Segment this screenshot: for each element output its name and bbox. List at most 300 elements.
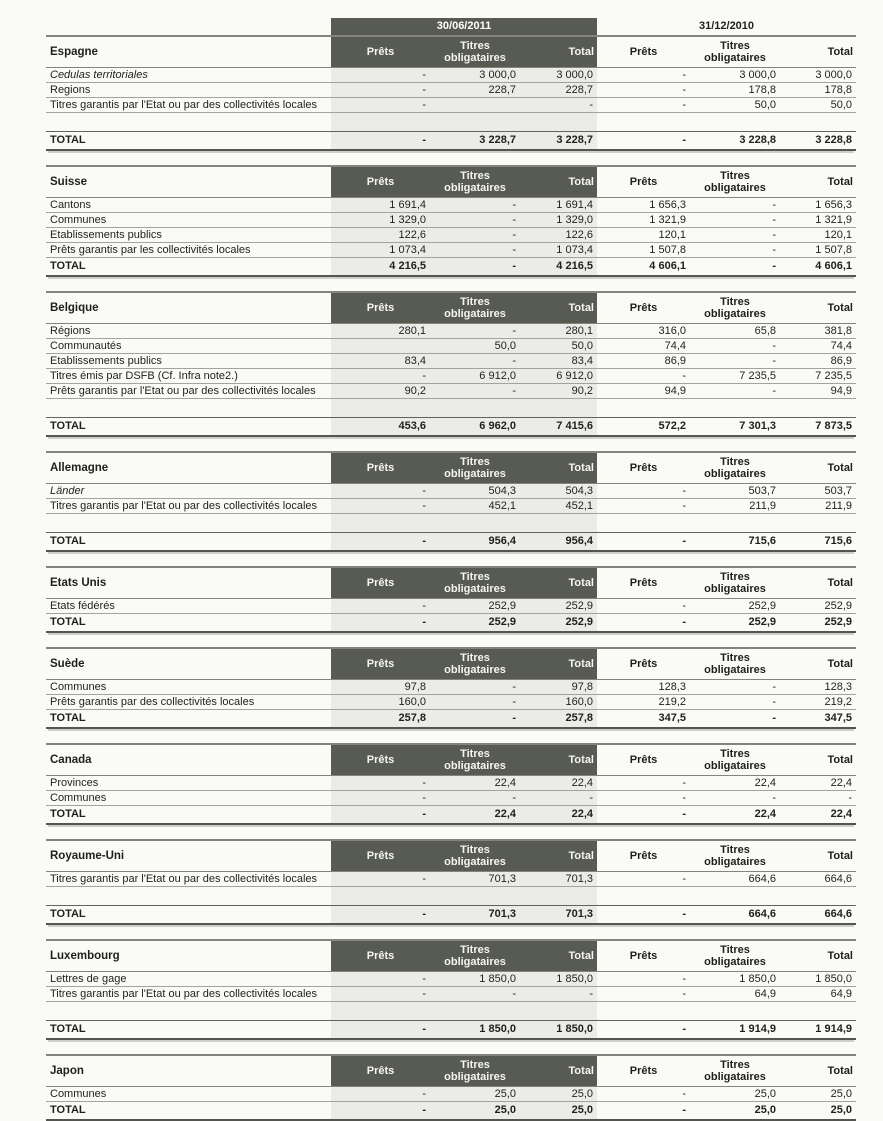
value-cell: 1 329,0 [331, 213, 430, 228]
value-cell: 64,9 [780, 987, 856, 1002]
value-cell: - [597, 83, 690, 98]
value-cell: - [331, 132, 430, 151]
value-cell: - [331, 791, 430, 806]
value-cell: 3 228,8 [690, 132, 780, 151]
row-label: Prêts garantis par des collectivités locales [46, 695, 331, 710]
table-row [46, 68, 856, 83]
spacer-cell [780, 399, 856, 418]
col-header-prets-2010: Prêts [597, 36, 690, 68]
col-header-total-2010: Total [780, 648, 856, 680]
country-name: Royaume-Uni [46, 840, 331, 872]
value-cell: - [520, 791, 597, 806]
value-cell: - [597, 132, 690, 151]
value-cell: 25,0 [430, 1087, 520, 1102]
spacer-cell [690, 113, 780, 132]
value-cell: 6 962,0 [430, 418, 520, 437]
total-label: TOTAL [46, 132, 331, 151]
value-cell: 1 850,0 [430, 1021, 520, 1040]
total-label: TOTAL [46, 614, 331, 633]
value-cell: 701,3 [520, 872, 597, 887]
col-header-total-2011: Total [520, 452, 597, 484]
col-header-prets-2010: Prêts [597, 648, 690, 680]
value-cell: 1 691,4 [520, 198, 597, 213]
col-header-titres-2010: Titres obligataires [690, 567, 780, 599]
col-header-total-2010: Total [780, 567, 856, 599]
row-label: Communes [46, 791, 331, 806]
value-cell: 74,4 [780, 339, 856, 354]
value-cell: 22,4 [690, 806, 780, 825]
total-label: TOTAL [46, 418, 331, 437]
col-header-titres-2011: Titres obligataires [430, 292, 520, 324]
col-header-prets-2010: Prêts [597, 840, 690, 872]
spacer-row [46, 1002, 856, 1021]
value-cell: 452,1 [520, 499, 597, 514]
spacer-cell [430, 887, 520, 906]
value-cell: 1 691,4 [331, 198, 430, 213]
table-row [46, 339, 856, 354]
row-label: Titres garantis par l'Etat ou par des collectivités locales [46, 98, 331, 113]
value-cell: 3 228,7 [520, 132, 597, 151]
value-cell: 25,0 [780, 1087, 856, 1102]
value-cell: - [430, 324, 520, 339]
value-cell: 50,0 [430, 339, 520, 354]
value-cell: 381,8 [780, 324, 856, 339]
value-cell: 122,6 [331, 228, 430, 243]
value-cell: 211,9 [780, 499, 856, 514]
value-cell: - [690, 228, 780, 243]
table-row [46, 599, 856, 614]
value-cell: 22,4 [520, 806, 597, 825]
col-header-titres-2010: Titres obligataires [690, 36, 780, 68]
value-cell: 316,0 [597, 324, 690, 339]
total-row [46, 710, 856, 729]
table-row [46, 872, 856, 887]
value-cell: 7 235,5 [690, 369, 780, 384]
spacer-cell [331, 113, 430, 132]
value-cell: - [331, 369, 430, 384]
value-cell: 956,4 [520, 533, 597, 552]
spacer-cell [520, 1002, 597, 1021]
value-cell: 86,9 [597, 354, 690, 369]
table-row [46, 324, 856, 339]
value-cell: 715,6 [690, 533, 780, 552]
row-label: Regions [46, 83, 331, 98]
value-cell: 7 415,6 [520, 418, 597, 437]
value-cell: 178,8 [690, 83, 780, 98]
value-cell: - [430, 710, 520, 729]
value-cell: 4 216,5 [331, 258, 430, 277]
value-cell: 219,2 [597, 695, 690, 710]
table-row [46, 98, 856, 113]
value-cell: 1 073,4 [520, 243, 597, 258]
col-header-total-2010: Total [780, 840, 856, 872]
value-cell: 664,6 [780, 872, 856, 887]
value-cell: 90,2 [520, 384, 597, 399]
spacer-cell [520, 514, 597, 533]
col-header-total-2011: Total [520, 567, 597, 599]
value-cell: 228,7 [520, 83, 597, 98]
spacer-cell [46, 887, 331, 906]
total-label: TOTAL [46, 533, 331, 552]
value-cell: 347,5 [597, 710, 690, 729]
spacer-cell [430, 514, 520, 533]
value-cell: - [331, 599, 430, 614]
col-header-titres-2010: Titres obligataires [690, 292, 780, 324]
value-cell: - [597, 68, 690, 83]
value-cell: 97,8 [331, 680, 430, 695]
value-cell: 25,0 [780, 1102, 856, 1121]
table-body [46, 1055, 856, 1120]
table-body [46, 166, 856, 276]
table-row [46, 83, 856, 98]
country-name: Suisse [46, 166, 331, 198]
country-name: Belgique [46, 292, 331, 324]
col-header-prets-2011: Prêts [331, 840, 430, 872]
value-cell: 7 301,3 [690, 418, 780, 437]
col-header-prets-2010: Prêts [597, 166, 690, 198]
value-cell: 7 235,5 [780, 369, 856, 384]
row-label: Prêts garantis par les collectivités locales [46, 243, 331, 258]
value-cell: 64,9 [690, 987, 780, 1002]
total-label: TOTAL [46, 710, 331, 729]
value-cell: 1 321,9 [597, 213, 690, 228]
value-cell: 22,4 [430, 776, 520, 791]
row-label: Titres garantis par l'Etat ou par des collectivités locales [46, 499, 331, 514]
col-header-titres-2010: Titres obligataires [690, 940, 780, 972]
col-header-prets-2010: Prêts [597, 744, 690, 776]
value-cell: 50,0 [520, 339, 597, 354]
col-header-total-2010: Total [780, 36, 856, 68]
country-table-japon [46, 1054, 856, 1121]
value-cell: 252,9 [690, 614, 780, 633]
value-cell: - [430, 354, 520, 369]
value-cell: - [430, 258, 520, 277]
column-header-row [46, 166, 856, 198]
value-cell: - [690, 258, 780, 277]
row-label: Etablissements publics [46, 354, 331, 369]
value-cell: 252,9 [520, 614, 597, 633]
value-cell: 503,7 [690, 484, 780, 499]
value-cell: - [597, 987, 690, 1002]
value-cell: - [690, 354, 780, 369]
value-cell: - [331, 806, 430, 825]
column-header-row [46, 292, 856, 324]
spacer-cell [597, 887, 690, 906]
table-row [46, 776, 856, 791]
spacer-cell [46, 1002, 331, 1021]
spacer-cell [780, 514, 856, 533]
value-cell: 22,4 [430, 806, 520, 825]
table-row [46, 243, 856, 258]
column-header-row [46, 648, 856, 680]
spacer-cell [520, 113, 597, 132]
col-header-prets-2011: Prêts [331, 648, 430, 680]
value-cell: - [331, 872, 430, 887]
value-cell: 1 914,9 [780, 1021, 856, 1040]
col-header-prets-2010: Prêts [597, 567, 690, 599]
value-cell: 452,1 [430, 499, 520, 514]
spacer-cell [520, 887, 597, 906]
total-label: TOTAL [46, 258, 331, 277]
country-table-canada [46, 743, 856, 825]
value-cell: - [331, 1021, 430, 1040]
value-cell: 6 912,0 [520, 369, 597, 384]
country-table-allemagne [46, 451, 856, 552]
value-cell: 1 656,3 [597, 198, 690, 213]
country-name: Japon [46, 1055, 331, 1087]
total-row [46, 132, 856, 151]
value-cell: - [331, 68, 430, 83]
value-cell: 701,3 [430, 906, 520, 925]
spacer-row [46, 399, 856, 418]
col-header-total-2011: Total [520, 940, 597, 972]
value-cell: - [430, 228, 520, 243]
row-label: Etablissements publics [46, 228, 331, 243]
value-cell: - [597, 1102, 690, 1121]
col-header-total-2011: Total [520, 648, 597, 680]
value-cell: - [690, 339, 780, 354]
spacer-row [46, 514, 856, 533]
value-cell: 94,9 [780, 384, 856, 399]
value-cell: 65,8 [690, 324, 780, 339]
row-label: Cantons [46, 198, 331, 213]
col-header-total-2011: Total [520, 36, 597, 68]
table-row [46, 228, 856, 243]
value-cell [331, 339, 430, 354]
col-header-prets-2010: Prêts [597, 940, 690, 972]
spacer-cell [780, 1002, 856, 1021]
value-cell: - [597, 599, 690, 614]
value-cell: - [597, 906, 690, 925]
spacer-cell [690, 514, 780, 533]
value-cell: 25,0 [690, 1102, 780, 1121]
value-cell: - [597, 98, 690, 113]
value-cell: 453,6 [331, 418, 430, 437]
value-cell: 257,8 [331, 710, 430, 729]
row-label: Cedulas territoriales [46, 68, 331, 83]
col-header-prets-2011: Prêts [331, 452, 430, 484]
value-cell: 3 228,8 [780, 132, 856, 151]
value-cell: 3 000,0 [520, 68, 597, 83]
value-cell: 122,6 [520, 228, 597, 243]
value-cell: 1 850,0 [520, 972, 597, 987]
value-cell: - [690, 243, 780, 258]
spacer-cell [331, 399, 430, 418]
value-cell: 1 914,9 [690, 1021, 780, 1040]
value-cell: 664,6 [690, 872, 780, 887]
value-cell: 25,0 [690, 1087, 780, 1102]
table-body [46, 840, 856, 924]
table-body [46, 648, 856, 728]
col-header-prets-2011: Prêts [331, 292, 430, 324]
value-cell: 701,3 [430, 872, 520, 887]
value-cell: - [597, 806, 690, 825]
period-header-2010: 31/12/2010 [698, 20, 755, 32]
spacer-cell [46, 514, 331, 533]
table-body [46, 292, 856, 436]
col-header-prets-2010: Prêts [597, 452, 690, 484]
value-cell: 1 850,0 [780, 972, 856, 987]
table-body [46, 567, 856, 632]
table-row [46, 987, 856, 1002]
value-cell: 504,3 [430, 484, 520, 499]
value-cell: - [331, 614, 430, 633]
value-cell: - [331, 906, 430, 925]
value-cell: 4 606,1 [780, 258, 856, 277]
value-cell: 25,0 [520, 1102, 597, 1121]
spacer-cell [331, 1002, 430, 1021]
col-header-prets-2011: Prêts [331, 1055, 430, 1087]
country-table-espagne [46, 18, 856, 151]
table-row [46, 213, 856, 228]
table-body [46, 452, 856, 551]
row-label: Provinces [46, 776, 331, 791]
row-label: Länder [46, 484, 331, 499]
row-label: Titres émis par DSFB (Cf. Infra note2.) [46, 369, 331, 384]
country-name: Canada [46, 744, 331, 776]
value-cell: 120,1 [780, 228, 856, 243]
value-cell: 280,1 [520, 324, 597, 339]
table-row [46, 369, 856, 384]
value-cell: 211,9 [690, 499, 780, 514]
spacer-cell [597, 113, 690, 132]
column-header-row [46, 940, 856, 972]
col-header-total-2011: Total [520, 1055, 597, 1087]
value-cell: - [430, 384, 520, 399]
value-cell: - [690, 791, 780, 806]
col-header-total-2011: Total [520, 292, 597, 324]
value-cell: - [597, 791, 690, 806]
total-row [46, 614, 856, 633]
column-header-row [46, 36, 856, 68]
value-cell: 83,4 [520, 354, 597, 369]
spacer-cell [597, 399, 690, 418]
value-cell: 1 329,0 [520, 213, 597, 228]
table-row [46, 499, 856, 514]
value-cell: 74,4 [597, 339, 690, 354]
value-cell: 664,6 [780, 906, 856, 925]
col-header-titres-2010: Titres obligataires [690, 648, 780, 680]
value-cell: - [597, 872, 690, 887]
country-table-luxembourg [46, 939, 856, 1040]
total-row [46, 806, 856, 825]
value-cell: 128,3 [780, 680, 856, 695]
value-cell: 664,6 [690, 906, 780, 925]
total-label: TOTAL [46, 1021, 331, 1040]
value-cell: 97,8 [520, 680, 597, 695]
row-label: Titres garantis par l'Etat ou par des collectivités locales [46, 872, 331, 887]
value-cell: - [690, 198, 780, 213]
value-cell: 7 873,5 [780, 418, 856, 437]
value-cell: 50,0 [780, 98, 856, 113]
value-cell: 25,0 [520, 1087, 597, 1102]
total-label: TOTAL [46, 1102, 331, 1121]
country-name: Espagne [46, 36, 331, 68]
table-row [46, 972, 856, 987]
value-cell: - [331, 533, 430, 552]
value-cell: - [331, 83, 430, 98]
value-cell: 25,0 [430, 1102, 520, 1121]
country-tables-container [46, 18, 856, 1121]
col-header-total-2010: Total [780, 452, 856, 484]
country-table-royaume-uni [46, 839, 856, 925]
value-cell: 701,3 [520, 906, 597, 925]
spacer-cell [780, 887, 856, 906]
country-name: Suède [46, 648, 331, 680]
value-cell: 86,9 [780, 354, 856, 369]
value-cell: - [597, 369, 690, 384]
value-cell: 347,5 [780, 710, 856, 729]
total-label: TOTAL [46, 906, 331, 925]
total-row [46, 418, 856, 437]
col-header-titres-2011: Titres obligataires [430, 744, 520, 776]
column-header-row [46, 567, 856, 599]
value-cell: 1 656,3 [780, 198, 856, 213]
value-cell: - [331, 98, 430, 113]
value-cell: 22,4 [520, 776, 597, 791]
value-cell: 3 000,0 [690, 68, 780, 83]
value-cell: - [690, 695, 780, 710]
country-table-belgique [46, 291, 856, 437]
value-cell: 94,9 [597, 384, 690, 399]
total-row [46, 906, 856, 925]
value-cell: - [597, 614, 690, 633]
col-header-prets-2011: Prêts [331, 166, 430, 198]
value-cell: - [690, 213, 780, 228]
value-cell: - [430, 198, 520, 213]
col-header-prets-2010: Prêts [597, 1055, 690, 1087]
value-cell: 1 507,8 [780, 243, 856, 258]
table-body [46, 940, 856, 1039]
col-header-titres-2011: Titres obligataires [430, 1055, 520, 1087]
value-cell: - [430, 987, 520, 1002]
country-table-suede [46, 647, 856, 729]
value-cell: 4 606,1 [597, 258, 690, 277]
col-header-total-2010: Total [780, 744, 856, 776]
value-cell: - [780, 791, 856, 806]
col-header-titres-2010: Titres obligataires [690, 744, 780, 776]
col-header-titres-2010: Titres obligataires [690, 166, 780, 198]
value-cell: - [331, 484, 430, 499]
value-cell: 50,0 [690, 98, 780, 113]
value-cell: 572,2 [597, 418, 690, 437]
spacer-cell [430, 1002, 520, 1021]
col-header-total-2010: Total [780, 1055, 856, 1087]
value-cell: - [331, 776, 430, 791]
total-row [46, 1102, 856, 1121]
value-cell: - [597, 972, 690, 987]
value-cell: 252,9 [780, 599, 856, 614]
value-cell: - [430, 791, 520, 806]
table-row [46, 354, 856, 369]
value-cell: - [331, 1087, 430, 1102]
value-cell: 1 073,4 [331, 243, 430, 258]
value-cell: 1 321,9 [780, 213, 856, 228]
value-cell: - [690, 710, 780, 729]
col-header-prets-2011: Prêts [331, 567, 430, 599]
value-cell: 503,7 [780, 484, 856, 499]
period-header-2011: 30/06/2011 [331, 18, 597, 36]
table-row [46, 384, 856, 399]
value-cell: - [430, 680, 520, 695]
spacer-cell [331, 887, 430, 906]
value-cell: 252,9 [430, 599, 520, 614]
col-header-total-2011: Total [520, 840, 597, 872]
value-cell: 252,9 [780, 614, 856, 633]
spacer-cell [46, 399, 331, 418]
column-header-row [46, 840, 856, 872]
value-cell: 252,9 [690, 599, 780, 614]
